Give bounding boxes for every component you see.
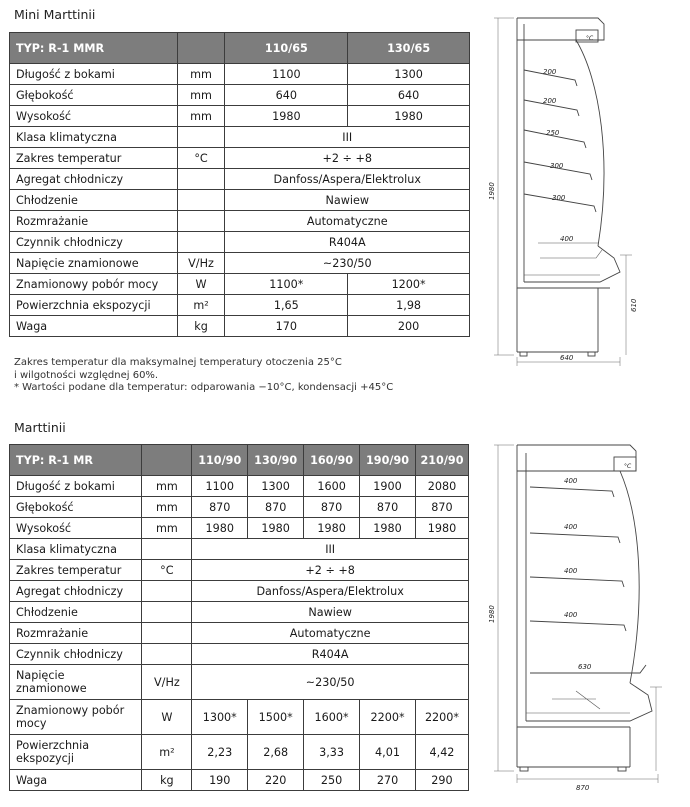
row-label: Napięcie znamionowe [10,253,178,274]
row-value: 1980 [360,518,416,539]
shelf-dimension: 400 [564,523,578,531]
row-unit [177,169,225,190]
stand [517,288,598,352]
row-label: Długość z bokami [10,476,142,497]
table-row [10,148,470,169]
row-value: 1500* [248,700,304,735]
shelf-dimension: 300 [552,194,566,202]
table-row [10,497,469,518]
header-model: 190/90 [360,445,416,476]
row-value: Danfoss/Aspera/Elektrolux [225,169,470,190]
row-label: Powierzchnia ekspozycji [10,735,142,770]
row-value: Automatyczne [225,211,470,232]
row-label: Agregat chłodniczy [10,581,142,602]
table-row [10,85,470,106]
lower-compartment [552,691,600,709]
row-unit: mm [177,85,225,106]
row-value: 2200* [360,700,416,735]
row-value: 1100* [225,274,348,295]
row-unit: kg [142,770,192,791]
shelf [530,621,626,631]
foot [520,352,527,356]
row-unit [177,190,225,211]
row-value: 1980 [415,518,468,539]
side-view-drawing-mini-marttinii [480,10,685,370]
table-row [10,602,469,623]
table-row [10,232,470,253]
foot [520,767,528,771]
table-row [10,644,469,665]
row-label: Głębokość [10,497,142,518]
row-label: Zakres temperatur [10,560,142,581]
row-label: Czynnik chłodniczy [10,232,178,253]
row-value: 4,42 [415,735,468,770]
height-dimension: 1980 [488,605,496,623]
row-value: III [225,127,470,148]
row-unit [142,539,192,560]
depth-dimension-line [517,774,658,783]
table-row [10,735,469,770]
row-unit: V/Hz [142,665,192,700]
row-label: Rozmrażanie [10,211,178,232]
shelf-dimension: 630 [578,663,592,671]
row-value: 870 [304,497,360,518]
row-label: Wysokość [10,106,178,127]
spec-table-marttinii [9,444,469,791]
header-model: 110/65 [225,33,348,64]
shelf-dimension: 400 [564,567,578,575]
row-unit: °C [177,148,225,169]
header-model: 160/90 [304,445,360,476]
row-value: 4,01 [360,735,416,770]
row-value: Nawiew [192,602,469,623]
header-model: 210/90 [415,445,468,476]
table-row [10,106,470,127]
row-value: 190 [192,770,248,791]
table-row [10,665,469,700]
stand [517,727,630,767]
row-unit: mm [177,64,225,85]
depth-dimension: 870 [576,784,590,792]
shelf-dimension: 400 [564,611,578,619]
header-model: 110/90 [192,445,248,476]
row-value: Danfoss/Aspera/Elektrolux [192,581,469,602]
row-label: Czynnik chłodniczy [10,644,142,665]
table-row [10,560,469,581]
row-value: 1,65 [225,295,348,316]
header-unit [177,33,225,64]
row-unit [142,581,192,602]
table-row [10,190,470,211]
row-value: 640 [348,85,470,106]
row-value: R404A [192,644,469,665]
table-row [10,700,469,735]
row-unit: mm [177,106,225,127]
table-row [10,295,470,316]
table-row [10,623,469,644]
row-unit: mm [142,518,192,539]
row-value: 2200* [415,700,468,735]
row-unit [177,232,225,253]
row-label: Rozmrażanie [10,623,142,644]
row-unit: m² [177,295,225,316]
row-value: 640 [225,85,348,106]
row-unit: m² [142,735,192,770]
shelf [530,487,614,497]
row-label: Klasa klimatyczna [10,539,142,560]
shelf-dimension: 400 [560,235,574,243]
row-value: R404A [225,232,470,253]
row-label: Długość z bokami [10,64,178,85]
note-line: * Wartości podane dla temperatur: odparowania −10°C, kondensacji +45°C [14,382,394,393]
leg-dimension: 610 [630,298,638,312]
row-unit: kg [177,316,225,337]
row-label: Chłodzenie [10,190,178,211]
table-row [10,476,469,497]
row-value: 1980 [248,518,304,539]
row-value: 1600* [304,700,360,735]
row-unit: mm [142,476,192,497]
table-row [10,253,470,274]
shelf-dimension: 200 [543,68,557,76]
table-row [10,770,469,791]
height-dimension: 1980 [488,182,496,200]
header-model: 130/65 [348,33,470,64]
row-value: 3,33 [304,735,360,770]
row-value: 1980 [192,518,248,539]
row-unit [142,623,192,644]
footnotes [14,357,393,395]
row-label: Klasa klimatyczna [10,127,178,148]
row-value: 870 [192,497,248,518]
foot [588,352,595,356]
row-value: Automatyczne [192,623,469,644]
row-unit [142,602,192,623]
row-value: 220 [248,770,304,791]
shelf-dimension: 200 [543,97,557,105]
row-unit [177,127,225,148]
leg-dimension-line [650,687,662,771]
controller-label: °C [624,463,632,470]
row-label: Znamionowy pobór mocy [10,700,142,735]
row-unit: mm [142,497,192,518]
table-row [10,539,469,560]
row-unit [177,211,225,232]
shelf-dimension: 250 [546,129,560,137]
row-value: +2 ÷ +8 [192,560,469,581]
shelf-dimension: 300 [550,162,564,170]
header-type: TYP: R-1 MMR [10,33,178,64]
table-row [10,518,469,539]
section-title-mini-marttinii: Mini Marttinii [14,7,96,22]
row-value: 1980 [348,106,470,127]
shelf [530,533,620,543]
row-value: ~230/50 [192,665,469,700]
shelf-dimension: 400 [564,477,578,485]
note-line: i wilgotności względnej 60%. [14,369,159,381]
row-value: 1200* [348,274,470,295]
row-value: 870 [415,497,468,518]
base-tray [526,683,652,721]
table-row [10,316,470,337]
header-unit [142,445,192,476]
cabinet-back [517,18,610,288]
header-model: 130/90 [248,445,304,476]
row-value: 2080 [415,476,468,497]
row-label: Zakres temperatur [10,148,178,169]
table-row [10,211,470,232]
row-unit [142,644,192,665]
table-row [10,64,470,85]
row-unit: W [177,274,225,295]
front-profile [620,471,639,683]
row-value: 870 [360,497,416,518]
row-label: Agregat chłodniczy [10,169,178,190]
row-value: Nawiew [225,190,470,211]
row-label: Waga [10,316,178,337]
row-unit: V/Hz [177,253,225,274]
lower-shelf [540,250,602,258]
row-label: Waga [10,770,142,791]
row-value: 1900 [360,476,416,497]
row-value: 250 [304,770,360,791]
table-row [10,169,470,190]
table-row [10,274,470,295]
row-value: 870 [248,497,304,518]
table-header [10,445,469,476]
row-value: 200 [348,316,470,337]
row-value: 1,98 [348,295,470,316]
table-row [10,581,469,602]
row-label: Powierzchnia ekspozycji [10,295,178,316]
row-value: 290 [415,770,468,791]
row-label: Napięcie znamionowe [10,665,142,700]
row-value: 170 [225,316,348,337]
row-label: Głębokość [10,85,178,106]
depth-dimension: 640 [560,354,574,362]
note-line: Zakres temperatur dla maksymalnej temperatury otoczenia 25°C [14,357,342,368]
row-value: 1600 [304,476,360,497]
shelf [530,577,624,587]
row-value: 1980 [225,106,348,127]
row-value: 1300 [348,64,470,85]
row-value: 2,68 [248,735,304,770]
row-value: +2 ÷ +8 [225,148,470,169]
row-value: 1100 [192,476,248,497]
row-value: 270 [360,770,416,791]
row-label: Znamionowy pobór mocy [10,274,178,295]
row-label: Wysokość [10,518,142,539]
row-label: Chłodzenie [10,602,142,623]
row-value: III [192,539,469,560]
row-unit: °C [142,560,192,581]
table-header [10,33,470,64]
table-row [10,127,470,148]
foot [618,767,626,771]
row-value: 1980 [304,518,360,539]
height-dimension-line [494,445,514,771]
row-value: 2,23 [192,735,248,770]
side-view-drawing-marttinii [480,437,685,805]
section-title-marttinii: Marttinii [14,420,66,435]
row-value: 1300 [248,476,304,497]
front-profile [576,40,604,246]
row-value: 1300* [192,700,248,735]
header-type: TYP: R-1 MR [10,445,142,476]
base-tray [524,246,620,282]
row-unit: W [142,700,192,735]
height-dimension-line [494,18,514,355]
controller-label: °C [586,35,594,42]
spec-table-mini-marttinii [9,32,470,337]
row-value: 1100 [225,64,348,85]
cabinet-top [517,445,636,471]
row-value: ~230/50 [225,253,470,274]
